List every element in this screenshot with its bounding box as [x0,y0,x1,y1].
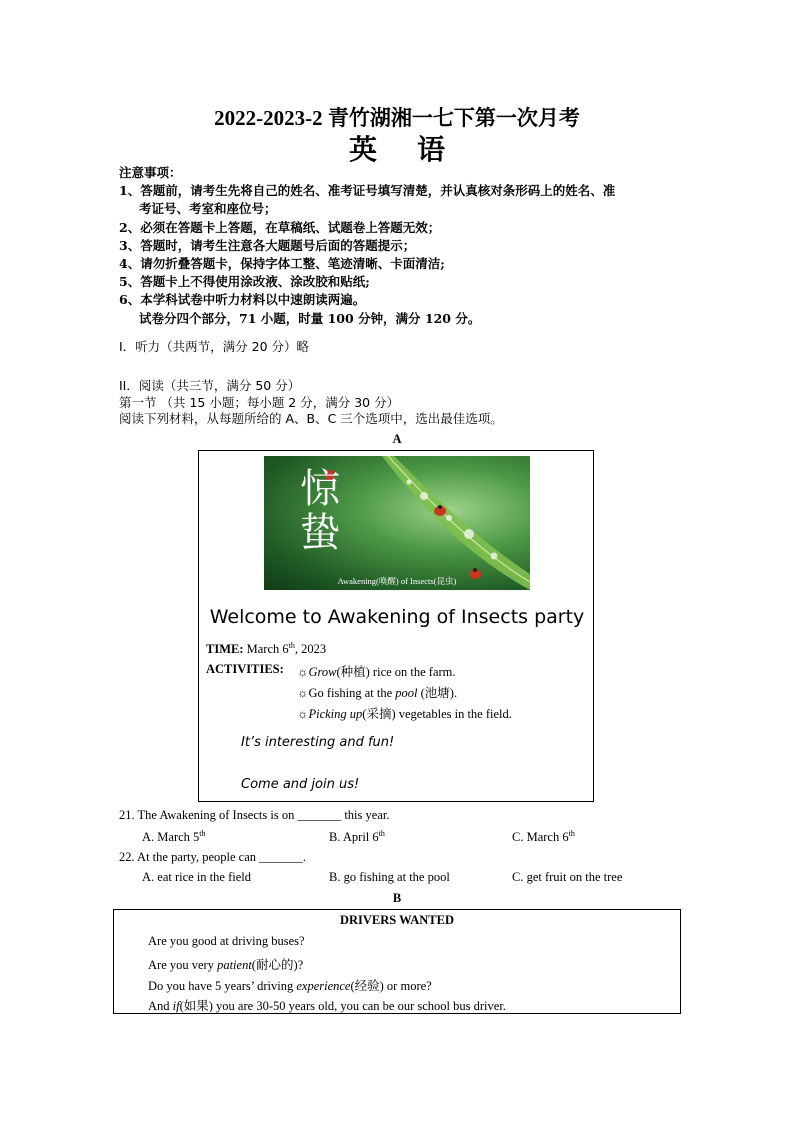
passage-b-box [113,909,681,1014]
part2-title: II．阅读（共三节，满分 50 分） [119,378,301,393]
note-item: 3、答题时，请考生注意各大题题号后面的答题提示； [119,237,416,253]
passage-b-label: B [392,891,402,905]
activity-item: ☼Go fishing at the pool (池塘). [297,686,458,700]
exam-title: 2022-2023-2 青竹湖湘一七下第一次月考 [214,106,580,130]
time-value: March 6th, 2023 [246,641,327,657]
note-item: 5、答题卡上不得使用涂改液、涂改胶和贴纸; [119,274,370,290]
q22-option-b: B. go fishing at the pool [329,870,450,884]
passage-a-label: A [392,432,402,446]
slogan: It’s interesting and fun! [241,735,395,750]
ad-line: Are you very patient(耐心的)? [148,958,304,972]
activity-item: ☼Grow(种植) rice on the farm. [297,665,456,679]
subject-title: 英语 [348,135,485,166]
time-line [206,641,326,657]
q21-option-c: C. March 6th [512,829,575,845]
sun-icon: ☼ [297,665,309,679]
note-item: 试卷分四个部分，71 小题，时量 100 分钟，满分 120 分。 [139,310,481,326]
ad-line: Are you good at driving buses? [148,934,305,948]
drivers-wanted-heading: DRIVERS WANTED [339,913,455,927]
question-21-stem: 21. The Awakening of Insects is on _______ this year. [119,808,390,822]
poster-caption: Awakening(唤醒) of Insects(昆虫) [337,576,457,586]
activity-item: ☼Picking up(采摘) vegetables in the field. [297,707,512,721]
part1-listening: I．听力（共两节，满分 20 分）略 [119,339,310,354]
question-22-stem: 22. At the party, people can _______. [119,850,306,864]
note-item: 4、请勿折叠答题卡，保持字体工整、笔迹清晰、卡面清洁; [119,256,445,272]
poster-char: 蛰 [300,510,340,556]
notes-heading: 注意事项： [119,165,182,180]
note-item: 考证号、考室和座位号； [139,201,277,217]
part2-section: 第一节 （共 15 小题；每小题 2 分，满分 30 分） [119,395,400,410]
exam-notes [119,164,689,328]
sun-icon: ☼ [297,707,309,721]
q22-option-c: C. get fruit on the tree [512,870,623,884]
q21-option-a: A. March 5th [142,829,206,845]
slogan: Come and join us! [241,777,360,792]
passage-a-box [198,450,594,802]
activities-label: ACTIVITIES: [206,662,284,676]
note-item: 1、答题前，请考生先将自己的姓名、准考证号填写清楚，并认真核对条形码上的姓名、准 [119,183,616,199]
time-label: TIME: [206,642,244,657]
note-item: 6、本学科试卷中听力材料以中速朗读两遍。 [119,292,366,308]
welcome-heading: Welcome to Awakening of Insects party [209,606,585,628]
q22-option-a: A. eat rice in the field [142,870,251,884]
q21-option-b: B. April 6th [329,829,385,845]
sun-icon: ☼ [297,686,309,700]
part2-instruction: 阅读下列材料，从每题所给的 A、B、C 三个选项中，选出最佳选项。 [119,411,503,426]
poster-char: 惊 [300,466,340,512]
poster-image [264,456,530,590]
ad-line: And if(如果) you are 30-50 years old, you can be our school bus driver. [148,999,506,1013]
note-item: 2、必须在答题卡上答题，在草稿纸、试题卷上答题无效； [119,219,441,235]
ad-line: Do you have 5 years’ driving experience(经验) or more? [148,979,432,993]
